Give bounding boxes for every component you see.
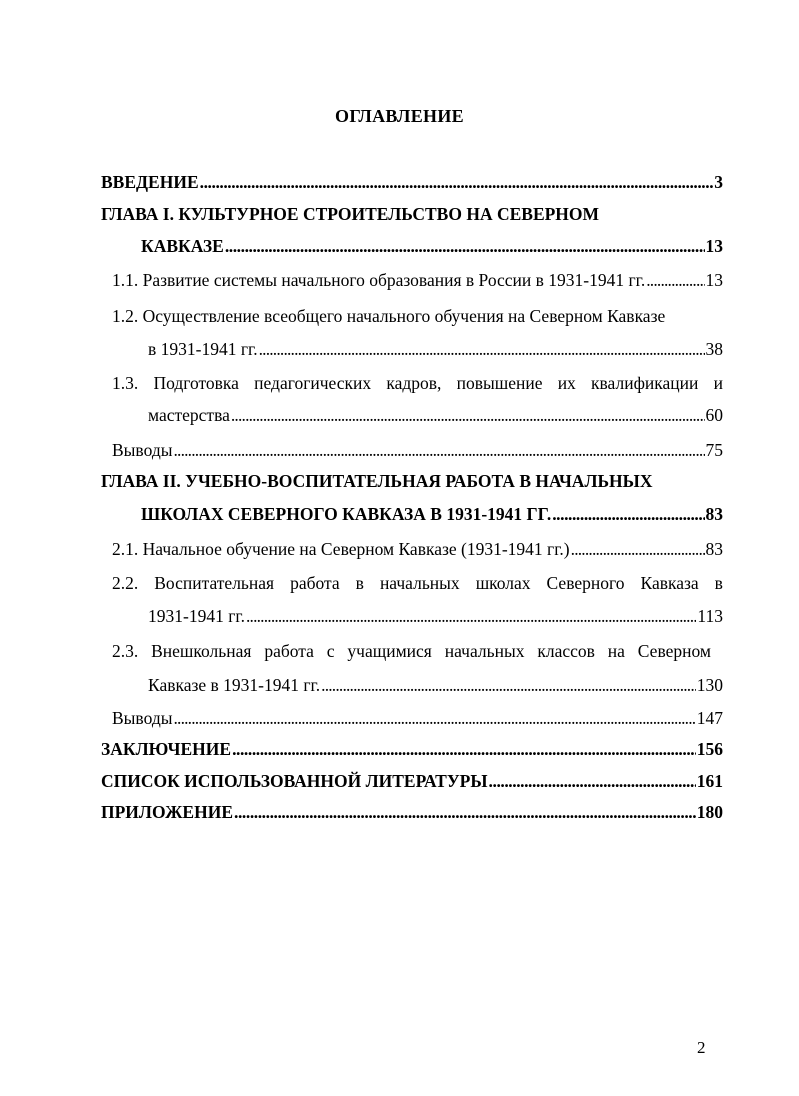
entry-page: 83 <box>705 504 723 524</box>
dot-leader <box>321 674 696 696</box>
toc-section-1-3-line1[interactable] <box>112 372 723 394</box>
entry-label: ЗАКЛЮЧЕНИЕ <box>101 739 232 759</box>
word: 2.2. <box>112 573 139 593</box>
entry-label: ПРИЛОЖЕНИЕ <box>101 802 234 822</box>
entry-label: ШКОЛАХ СЕВЕРНОГО КАВКАЗА В 1931-1941 ГГ. <box>141 504 552 524</box>
word: работа <box>290 573 340 593</box>
word: 1.3. <box>112 373 139 393</box>
toc-chapter-1-line1[interactable]: ГЛАВА I. КУЛЬТУРНОЕ СТРОИТЕЛЬСТВО НА СЕВЕРНОМ <box>101 204 600 224</box>
toc-entry-bibliography[interactable] <box>101 770 723 792</box>
dot-leader <box>246 605 696 627</box>
entry-page: 113 <box>697 606 723 626</box>
word: работа <box>264 641 314 661</box>
entry-page: 75 <box>705 440 723 460</box>
dot-leader <box>225 235 705 257</box>
word: классов <box>537 641 595 661</box>
dot-leader <box>552 503 704 525</box>
entry-label: Выводы <box>112 440 173 460</box>
toc-section-2-2-line1[interactable] <box>112 572 723 594</box>
word: их <box>557 373 576 393</box>
word: школах <box>475 573 531 593</box>
entry-page: 130 <box>696 675 723 695</box>
entry-page: 3 <box>714 172 723 192</box>
word: Северном <box>637 641 711 661</box>
entry-label: ВВЕДЕНИЕ <box>101 172 199 192</box>
entry-page: 156 <box>696 739 723 759</box>
entry-page: 13 <box>705 270 723 290</box>
entry-page: 38 <box>705 339 723 359</box>
dot-leader <box>234 801 696 823</box>
toc-conclusions-1[interactable] <box>112 439 723 461</box>
word: на <box>607 641 625 661</box>
toc-section-1-2[interactable] <box>148 338 723 360</box>
entry-label: мастерства <box>148 405 230 425</box>
toc-entry-conclusion[interactable] <box>101 738 723 760</box>
toc-title: ОГЛАВЛЕНИЕ <box>335 106 464 126</box>
toc-conclusions-2[interactable] <box>112 707 723 729</box>
entry-label: 1931-1941 гг. <box>148 606 245 626</box>
word: Подготовка <box>153 373 239 393</box>
toc-chapter-2[interactable] <box>141 503 723 525</box>
dot-leader <box>259 338 705 360</box>
toc-section-2-1[interactable] <box>112 538 723 560</box>
entry-label: Кавказе в 1931-1941 гг. <box>148 675 321 695</box>
dot-leader <box>646 269 704 291</box>
word: с <box>326 641 335 661</box>
dot-leader <box>489 770 696 792</box>
toc-section-1-3[interactable] <box>148 404 723 426</box>
toc-entry-introduction[interactable] <box>101 171 723 193</box>
page-number: 2 <box>697 1038 706 1057</box>
entry-label: КАВКАЗЕ <box>141 236 224 256</box>
dot-leader <box>173 439 704 461</box>
entry-page: 147 <box>696 708 723 728</box>
word: начальных <box>444 641 525 661</box>
toc-section-2-2[interactable] <box>148 605 723 627</box>
entry-page: 180 <box>696 802 723 822</box>
word: в <box>355 573 364 593</box>
toc-chapter-1[interactable] <box>141 235 723 257</box>
dot-leader <box>571 538 705 560</box>
entry-label: Выводы <box>112 708 173 728</box>
entry-page: 161 <box>696 771 723 791</box>
word: кадров, <box>386 373 442 393</box>
entry-page: 13 <box>705 236 723 256</box>
entry-label: 1.1. Развитие системы начального образования в России в 1931-1941 гг. <box>112 270 646 290</box>
word: квалификации <box>591 373 699 393</box>
toc-section-1-1[interactable] <box>112 269 723 291</box>
word: и <box>713 373 723 393</box>
word: Кавказа <box>640 573 699 593</box>
toc-chapter-2-line1[interactable]: ГЛАВА II. УЧЕБНО-ВОСПИТАТЕЛЬНАЯ РАБОТА В НАЧАЛЬНЫХ <box>101 471 653 491</box>
entry-label: 2.1. Начальное обучение на Северном Кавказе (1931-1941 гг.) <box>112 539 570 559</box>
word: Северного <box>546 573 625 593</box>
entry-page: 83 <box>705 539 723 559</box>
dot-leader <box>231 404 705 426</box>
word: Воспитательная <box>154 573 275 593</box>
entry-label: в 1931-1941 гг. <box>148 339 258 359</box>
toc-section-2-3[interactable] <box>148 674 723 696</box>
dot-leader <box>232 738 696 760</box>
word: учащимися <box>347 641 432 661</box>
word: начальных <box>379 573 460 593</box>
word: повышение <box>456 373 543 393</box>
dot-leader <box>200 171 714 193</box>
entry-page: 60 <box>705 405 723 425</box>
entry-label: СПИСОК ИСПОЛЬЗОВАННОЙ ЛИТЕРАТУРЫ <box>101 771 488 791</box>
word: педагогических <box>254 373 372 393</box>
toc-entry-appendix[interactable] <box>101 801 723 823</box>
toc-section-2-3-line1[interactable] <box>112 640 711 662</box>
dot-leader <box>173 707 695 729</box>
toc-section-1-2-line1[interactable]: 1.2. Осуществление всеобщего начального обучения на Северном Кавказе <box>112 306 666 326</box>
word: Внешкольная <box>151 641 252 661</box>
word: в <box>714 573 723 593</box>
word: 2.3. <box>112 641 139 661</box>
